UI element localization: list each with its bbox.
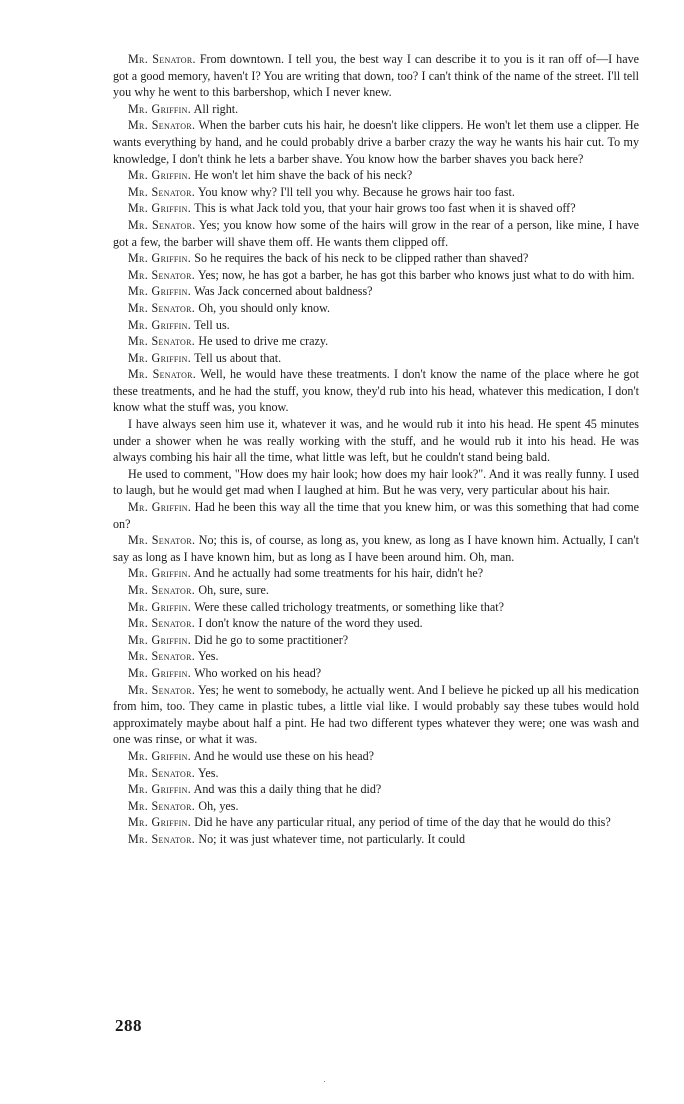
speaker-name: Mr. Griffin. xyxy=(128,201,192,216)
testimony-text: Yes. xyxy=(197,765,219,780)
testimony-paragraph xyxy=(113,781,639,798)
testimony-paragraph xyxy=(113,648,639,665)
speaker-name: Mr. Griffin. xyxy=(128,815,192,830)
speaker-name: Mr. Senator. xyxy=(128,217,196,232)
testimony-paragraph xyxy=(113,798,639,815)
testimony-text: Yes; now, he has got a barber, he has got this barber who knows just what to do with him. xyxy=(197,267,635,282)
testimony-paragraph xyxy=(113,599,639,616)
testimony-text: From downtown. I tell you, the best way I can describe it to you is it ran off of—I have got a good memory, haven't I? You are writing that down, too? I can't think of the name of the street. I'll tell you why he went to this barbershop, which I never knew. xyxy=(113,52,639,100)
speaker-name: Mr. Senator. xyxy=(128,267,196,282)
speaker-name: Mr. Griffin. xyxy=(128,168,192,183)
speaker-name: Mr. Griffin. xyxy=(128,317,192,332)
speaker-name: Mr. Senator. xyxy=(128,334,196,349)
testimony-text: Was Jack concerned about baldness? xyxy=(194,284,373,299)
testimony-paragraph xyxy=(113,665,639,682)
speaker-name: Mr. Senator. xyxy=(128,682,196,697)
speaker-name: Mr. Senator. xyxy=(128,765,196,780)
speaker-name: Mr. Griffin. xyxy=(128,500,192,515)
speaker-name: Mr. Senator. xyxy=(128,583,196,597)
speaker-name: Mr. Senator. xyxy=(128,184,196,199)
speaker-name: Mr. Senator. xyxy=(128,798,196,813)
testimony-paragraph xyxy=(113,366,639,416)
testimony-text: Yes. xyxy=(197,649,219,664)
testimony-paragraph xyxy=(113,499,639,532)
testimony-paragraph xyxy=(113,632,639,649)
testimony-paragraph xyxy=(113,615,639,632)
speaker-name: Mr. Griffin. xyxy=(128,748,192,763)
testimony-paragraph xyxy=(113,167,639,184)
speaker-name: Mr. Griffin. xyxy=(128,599,192,614)
testimony-paragraph xyxy=(113,300,639,317)
speaker-name: Mr. Griffin. xyxy=(128,632,192,647)
testimony-text: He won't let him shave the back of his neck? xyxy=(194,168,413,183)
testimony-text: Yes; he went to somebody, he actually went. And I believe he picked up all his medication from him, too. They came in plastic tubes, a little vial like. I would probably say these tubes would hold approximately maybe about half a pint. He had two different types whatever they were; one was wash and one was rinse, or what it was. xyxy=(113,682,639,747)
testimony-paragraph xyxy=(113,532,639,565)
testimony-text: And was this a daily thing that he did? xyxy=(193,782,382,797)
testimony-text: When the barber cuts his hair, he doesn't like clippers. He won't let them use a clipper. He wants everything by hand, and he could probably drive a barber crazy the way he wants his hair cut. To my knowledge, I don't think he lets a barber shave. You know how the barber shaves you back here? xyxy=(113,118,639,166)
testimony-text: This is what Jack told you, that your hair grows too fast when it is shaved off? xyxy=(194,201,576,216)
testimony-paragraph xyxy=(113,217,639,250)
testimony-text: I don't know the nature of the word they used. xyxy=(198,616,423,631)
testimony-paragraph xyxy=(113,565,639,582)
testimony-text: Did he go to some practitioner? xyxy=(194,632,349,647)
speaker-name: Mr. Senator. xyxy=(128,616,196,631)
testimony-paragraph xyxy=(113,814,639,831)
testimony-paragraph xyxy=(113,267,639,284)
testimony-text: No; it was just whatever time, not particularly. It could xyxy=(198,831,466,846)
testimony-text: Oh, sure, sure. xyxy=(198,583,269,597)
testimony-paragraph xyxy=(113,582,639,599)
testimony-text: And he would use these on his head? xyxy=(193,748,375,763)
speaker-name: Mr. Senator. xyxy=(128,300,196,315)
speck xyxy=(324,1081,325,1082)
testimony-text: Had he been this way all the time that you knew him, or was this something that had come on? xyxy=(113,500,639,531)
testimony-text: Did he have any particular ritual, any period of time of the day that he would do this? xyxy=(194,815,611,830)
testimony-paragraph xyxy=(113,184,639,201)
testimony-text: So he requires the back of his neck to be clipped rather than shaved? xyxy=(194,251,529,266)
testimony-text: Who worked on his head? xyxy=(194,665,322,680)
testimony-text: He used to drive me crazy. xyxy=(198,334,329,349)
speaker-name: Mr. Senator. xyxy=(128,52,196,66)
page-number: 288 xyxy=(115,1016,142,1035)
testimony-paragraph xyxy=(113,765,639,782)
testimony-text: I have always seen him use it, whatever it was, and he would rub it into his head. He spent 45 minutes under a shower when he was really working with the stuff, and he would rub it into his head. He was always combing his hair all the time, what little was left, but he couldn't stand being bald. xyxy=(113,417,639,465)
testimony-text: And he actually had some treatments for his hair, didn't he? xyxy=(193,566,484,581)
testimony-paragraph xyxy=(113,283,639,300)
testimony-text: Oh, you should only know. xyxy=(198,300,331,315)
testimony-paragraph xyxy=(113,748,639,765)
testimony-text: All right. xyxy=(193,101,239,116)
testimony-paragraph xyxy=(113,333,639,350)
testimony-paragraph xyxy=(113,200,639,217)
testimony-paragraph xyxy=(113,250,639,267)
speaker-name: Mr. Senator. xyxy=(128,649,196,664)
speaker-name: Mr. Griffin. xyxy=(128,350,192,365)
speaker-name: Mr. Griffin. xyxy=(128,782,192,797)
speaker-name: Mr. Griffin. xyxy=(128,101,192,116)
transcript-page xyxy=(113,51,639,848)
testimony-paragraph xyxy=(113,101,639,118)
speaker-name: Mr. Senator. xyxy=(128,367,197,382)
testimony-text: Tell us about that. xyxy=(194,350,282,365)
testimony-paragraph xyxy=(113,416,639,466)
speaker-name: Mr. Senator. xyxy=(128,118,196,133)
testimony-text: He used to comment, "How does my hair look; how does my hair look?". And it was really funny. I used to laugh, but he would get mad when I laughed at him. But he was very, very particular about his hair. xyxy=(113,466,639,498)
testimony-text: Yes; you know how some of the hairs will grow in the rear of a person, like mine, I have got a few, the barber will shave them off. He wants them clipped off. xyxy=(113,217,639,249)
testimony-text: You know why? I'll tell you why. Because he grows hair too fast. xyxy=(197,184,515,199)
testimony-paragraph xyxy=(113,682,639,748)
testimony-paragraph xyxy=(113,350,639,367)
testimony-text: Tell us. xyxy=(194,317,230,332)
speaker-name: Mr. Griffin. xyxy=(128,566,192,581)
testimony-text: No; this is, of course, as long as, you knew, as long as I have known him. Actually, I can't say as long as I have known him, but as long as I have been around him. Oh, man. xyxy=(113,533,639,564)
speaker-name: Mr. Senator. xyxy=(128,831,196,846)
testimony-text: Oh, yes. xyxy=(198,798,239,813)
testimony-text: Well, he would have these treatments. I don't know the name of the place where he got these treatments, and he had the stuff, you know, they'd rub into his head, whatever this medication, I don't know what the stuff was, you know. xyxy=(113,367,639,415)
testimony-text: Were these called trichology treatments, or something like that? xyxy=(194,599,504,614)
testimony-paragraph xyxy=(113,317,639,334)
testimony-paragraph xyxy=(113,117,639,167)
testimony-paragraph xyxy=(113,51,639,101)
speaker-name: Mr. Senator. xyxy=(128,533,196,548)
testimony-paragraph xyxy=(113,466,639,499)
testimony-paragraph xyxy=(113,831,639,848)
speaker-name: Mr. Griffin. xyxy=(128,251,192,266)
speaker-name: Mr. Griffin. xyxy=(128,284,192,299)
speaker-name: Mr. Griffin. xyxy=(128,665,192,680)
